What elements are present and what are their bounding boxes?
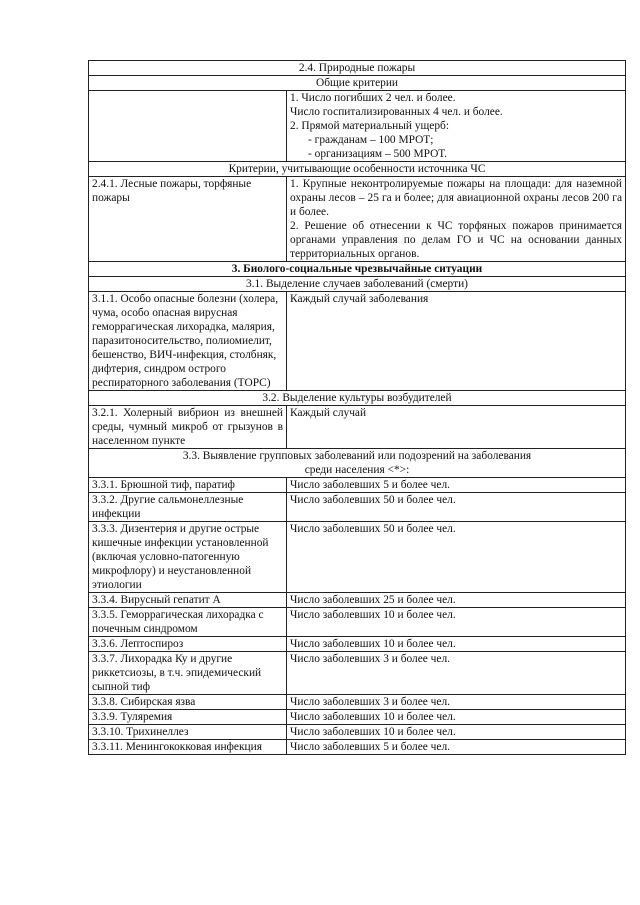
disease-threshold-cell: Число заболевших 10 и более чел. [287, 608, 626, 637]
disease-threshold-cell: Число заболевших 5 и более чел. [287, 478, 626, 493]
disease-name-cell: 3.3.8. Сибирская язва [89, 695, 287, 710]
table-row [89, 406, 626, 449]
disease-threshold-cell: Число заболевших 10 и более чел. [287, 637, 626, 652]
table-row [89, 493, 626, 522]
subsection-title-row [89, 76, 626, 91]
general-criteria-row [89, 91, 626, 162]
disease-name-cell: 3.3.3. Дизентерия и другие острые кишечные инфекции установленной (включая условно-патогенную микрофлору) и неустановленной этиологии [89, 522, 287, 593]
criteria-table [88, 60, 626, 755]
disease-name-cell: 3.3.6. Лептоспироз [89, 637, 287, 652]
criteria-paragraph: 2. Решение об отнесении к ЧС торфяных пожаров принимается органами управления по делам ГО и ЧС на основании данных территориальных органов. [290, 220, 622, 260]
row-right-cell: Каждый случай заболевания [287, 292, 626, 391]
section-3-3-title-line: 3.3. Выявление групповых заболеваний или подозрений на заболевания [182, 450, 532, 462]
table-row [89, 710, 626, 725]
subsection-title-row [89, 162, 626, 177]
disease-threshold-cell: Число заболевших 3 и более чел. [287, 652, 626, 695]
section-title-row [89, 61, 626, 76]
disease-rows [89, 478, 626, 755]
document-page [88, 60, 626, 755]
disease-threshold-cell: Число заболевших 50 и более чел. [287, 493, 626, 522]
table-row [89, 695, 626, 710]
source-criteria-header: Критерии, учитывающие особенности источника ЧС [89, 162, 626, 177]
subsection-title-row [89, 277, 626, 292]
criteria-paragraph: 1. Крупные неконтролируемые пожары на площади: для наземной охраны лесов – 25 га и более; для авиационной охраны лесов 200 га и более. [290, 178, 622, 218]
subsection-title-row [89, 449, 626, 478]
disease-threshold-cell: Число заболевших 10 и более чел. [287, 710, 626, 725]
row-right-cell [287, 177, 626, 262]
section-3-3-title [89, 449, 626, 478]
disease-name-cell: 3.3.11. Менингококковая инфекция [89, 740, 287, 755]
criteria-line: 1. Число погибших 2 чел. и более. [290, 92, 456, 104]
general-criteria-header: Общие критерии [89, 76, 626, 91]
row-left-cell: 3.1.1. Особо опасные болезни (холера, чума, особо опасная вирусная геморрагическая лихорадка, малярия, паразитоносительство, полиомиелит, бешенство, ВИЧ-инфекция, столбняк, дифтерия, синдром острого респираторного заболевания (ТОРС) [89, 292, 287, 391]
section-title-row [89, 262, 626, 277]
row-left-cell: 3.2.1. Холерный вибрион из внешней среды, чумный микроб от грызунов в населенном пункте [89, 406, 287, 449]
section-3-2-title: 3.2. Выделение культуры возбудителей [89, 391, 626, 406]
empty-cell [89, 91, 287, 162]
table-row [89, 652, 626, 695]
disease-threshold-cell: Число заболевших 50 и более чел. [287, 522, 626, 593]
table-row [89, 593, 626, 608]
disease-name-cell: 3.3.4. Вирусный гепатит А [89, 593, 287, 608]
criteria-line: - организациям – 500 МРОТ. [308, 148, 447, 160]
table-row [89, 740, 626, 755]
disease-threshold-cell: Число заболевших 25 и более чел. [287, 593, 626, 608]
row-left-cell: 2.4.1. Лесные пожары, торфяные пожары [89, 177, 287, 262]
disease-threshold-cell: Число заболевших 5 и более чел. [287, 740, 626, 755]
table-row [89, 177, 626, 262]
criteria-line: Число госпитализированных 4 чел. и более. [290, 106, 503, 118]
table-row [89, 608, 626, 637]
table-row [89, 292, 626, 391]
disease-name-cell: 3.3.7. Лихорадка Ку и другие риккетсиозы, в т.ч. эпидемический сыпной тиф [89, 652, 287, 695]
table-row [89, 637, 626, 652]
disease-name-cell: 3.3.1. Брюшной тиф, паратиф [89, 478, 287, 493]
table-row [89, 478, 626, 493]
section-3-title: 3. Биолого-социальные чрезвычайные ситуации [89, 262, 626, 277]
disease-name-cell: 3.3.9. Туляремия [89, 710, 287, 725]
disease-name-cell: 3.3.10. Трихинеллез [89, 725, 287, 740]
section-3-3-title-line: среди населения <*>: [304, 464, 410, 476]
row-right-cell: Каждый случай [287, 406, 626, 449]
section-2-4-title: 2.4. Природные пожары [89, 61, 626, 76]
disease-name-cell: 3.3.5. Геморрагическая лихорадка с почечным синдромом [89, 608, 287, 637]
criteria-line: - гражданам – 100 МРОТ; [308, 134, 434, 146]
subsection-title-row [89, 391, 626, 406]
disease-name-cell: 3.3.2. Другие сальмонеллезные инфекции [89, 493, 287, 522]
disease-threshold-cell: Число заболевших 10 и более чел. [287, 725, 626, 740]
table-row [89, 522, 626, 593]
disease-threshold-cell: Число заболевших 3 и более чел. [287, 695, 626, 710]
general-criteria-cell [287, 91, 626, 162]
section-3-1-title: 3.1. Выделение случаев заболеваний (смерти) [89, 277, 626, 292]
table-row [89, 725, 626, 740]
criteria-line: 2. Прямой материальный ущерб: [290, 120, 450, 132]
